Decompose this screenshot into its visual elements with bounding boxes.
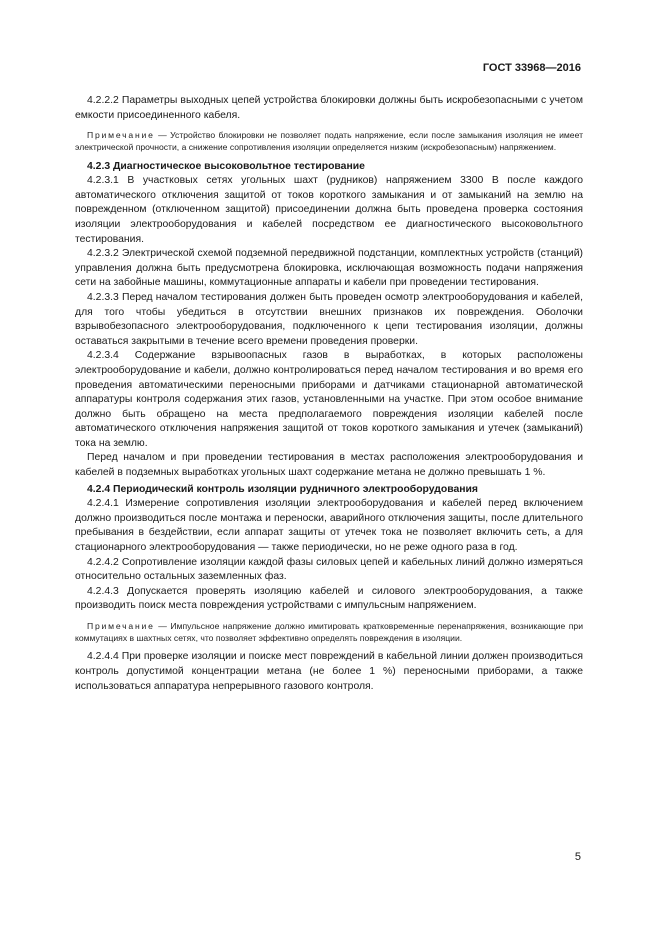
note-1	[75, 129, 583, 153]
note-text: — Импульсное напряжение должно имитировать кратковременные перенапряжения, возникающие при коммутациях в шахтных сетях, что позволяет эффективно определять повреждения в изоляции.	[75, 621, 583, 644]
paragraph-4-2-3-4: 4.2.3.4 Содержание взрывоопасных газов в выработках, в которых расположены электрооборудование и кабели, должно контролироваться перед началом тестирования и во время его проведения автоматическими переносными приборами и датчиками стационарной автоматической аппаратуры контроля содержания этих газов, установленными на участке. При этом особое внимание должно быть обращено на места предполагаемого повреждения изоляции кабелей после автоматического отключения напряжения защитой от токов короткого замыкания и утечек (замыканий) тока на землю.	[75, 350, 583, 449]
paragraph-4-2-3-1: 4.2.3.1 В участковых сетях угольных шахт (рудников) напряжением 3300 В после каждого автоматического отключения защитой от токов короткого замыкания и от замыканий на землю на поврежденном (отключенном защитой) присоединении должна быть проведена проверка состояния изоляции электрооборудования и кабелей посредством ее диагностического высоковольтного тестирования.	[75, 175, 583, 245]
note-2	[75, 620, 583, 644]
paragraph-4-2-4-1: 4.2.4.1 Измерение сопротивления изоляции электрооборудования и кабелей перед включением должно производиться после монтажа и переноски, аварийного отключения защиты, после длительного пребывания в бездействии, если аппарат защиты от утечек тока не позволяет включить сеть, а для стационарного электрооборудования — также периодически, но не реже одного раза в год.	[75, 498, 583, 554]
paragraph-4-2-3-3: 4.2.3.3 Перед началом тестирования должен быть проведен осмотр электрооборудования и кабелей, для того чтобы убедиться в отсутствии внешних признаков их повреждения. Оболочки взрывобезопасного электрооборудования, подключенного к цепи тестирования изоляции, должны оставаться закрытыми в течение всего времени проведения проверки.	[75, 291, 583, 347]
document-body	[75, 94, 583, 694]
heading-4-2-3: 4.2.3 Диагностическое высоковольтное тестирование	[87, 160, 365, 172]
paragraph-4-2-3-4-methane: Перед началом и при проведении тестирования в местах расположения электрооборудования и кабелей в подземных выработках угольных шахт содержание метана не должно превышать 1 %.	[75, 452, 583, 479]
note-text: — Устройство блокировки не позволяет подать напряжение, если после замыкания изоляция не имеет электрической прочности, а снижение сопротивления изоляции определяется низким (искробезопасным) напряжением.	[75, 130, 583, 153]
paragraph-4-2-4-4: 4.2.4.4 При проверке изоляции и поиске мест повреждений в кабельной линии должен производиться контроль допустимой концентрации метана (не более 1 %) переносными приборами, а также использоваться аппаратура непрерывного газового контроля.	[75, 651, 583, 692]
note-label: Примечание	[87, 130, 155, 141]
heading-4-2-4: 4.2.4 Периодический контроль изоляции рудничного электрооборудования	[87, 483, 478, 495]
document-code: ГОСТ 33968—2016	[482, 62, 581, 74]
note-label: Примечание	[87, 621, 155, 631]
paragraph-4-2-4-2: 4.2.4.2 Сопротивление изоляции каждой фазы силовых цепей и кабельных линий должно измеряться относительно остальных заземленных фаз.	[75, 556, 583, 583]
paragraph-4-2-3-2: 4.2.3.2 Электрической схемой подземной передвижной подстанции, комплектных устройств (станций) управления должна быть предусмотрена блокировка, исключающая возможность подачи напряжения сети на забойные машины, коммутационные аппараты и кабели при проведении тестирования.	[75, 248, 583, 289]
paragraph-4-2-2-2: 4.2.2.2 Параметры выходных цепей устройства блокировки должны быть искробезопасными с учетом емкости присоединенного кабеля.	[75, 95, 583, 121]
paragraph-4-2-4-3: 4.2.4.3 Допускается проверять изоляцию кабелей и силового электрооборудования, а также производить поиск места повреждения устройствами с импульсным напряжением.	[75, 585, 583, 612]
page-number: 5	[574, 851, 581, 863]
